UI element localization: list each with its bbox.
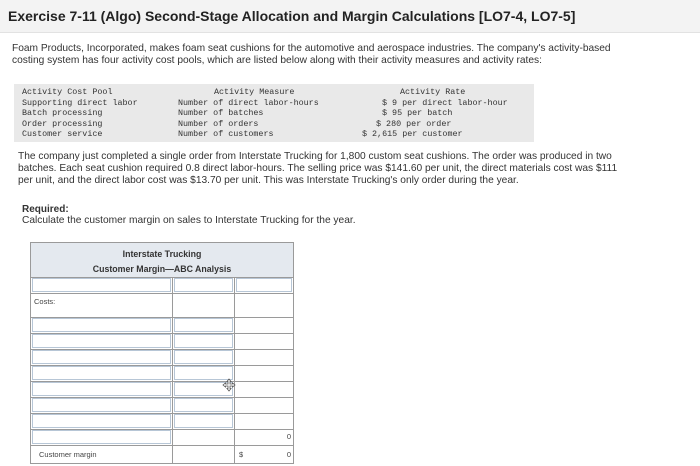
required-label: Required: [22,204,69,215]
margin-dollar-cell [173,445,235,463]
row-value-cell[interactable] [173,397,235,413]
row-label-cell[interactable] [31,365,173,381]
costs-label: Costs: [34,297,56,306]
value-input[interactable] [174,350,233,364]
measure-cell: Number of direct labor-hours [178,97,319,108]
label-input[interactable] [32,278,171,292]
row-label-cell[interactable] [31,317,173,333]
value-input[interactable] [174,318,233,332]
title-bar [0,0,700,33]
table-header [31,243,293,278]
row-total-cell [235,293,293,317]
pool-header: Activity Cost Pool [22,87,113,97]
value-input[interactable] [174,334,233,348]
row-label-cell[interactable] [31,333,173,349]
row-label-cell[interactable] [31,349,173,365]
table-title: Interstate Trucking [122,249,202,259]
intro-line-1: Foam Products, Incorporated, makes foam seat cushions for the automotive and aerospace industries. The company's activity-based [12,43,611,54]
value-input[interactable] [174,398,233,412]
rate-cell: $ 280 per order [376,118,452,129]
costs-cell [31,293,173,317]
dollar-sign: $ [239,450,244,459]
label-input[interactable] [32,318,171,332]
customer-margin-table [30,242,294,464]
rate-header: Activity Rate [400,87,466,97]
margin-value-cell [235,445,293,463]
total-costs-cell [235,429,293,445]
table-row [31,349,293,366]
row-total-cell [235,349,293,365]
customer-margin-value: 0 [286,450,291,459]
total-costs-value: 0 [286,432,291,441]
row-label-cell[interactable] [31,397,173,413]
total-input[interactable] [236,278,292,292]
value-input[interactable] [174,414,233,428]
label-input[interactable] [32,430,171,444]
row-value-cell[interactable] [173,349,235,365]
table-row [31,429,293,446]
customer-margin-row [31,445,293,463]
pool-column [22,87,138,140]
row-value-cell[interactable] [173,317,235,333]
label-input[interactable] [32,350,171,364]
table-row [31,365,293,382]
value-input[interactable] [174,278,233,292]
pool-cell: Batch processing [22,108,103,118]
rate-cell: $ 95 per batch [382,108,453,118]
measure-cell: Number of batches [178,108,264,118]
row-label-cell[interactable] [31,429,173,445]
label-input[interactable] [32,414,171,428]
row-total-cell[interactable] [235,277,293,293]
measure-cell: Number of orders [178,118,259,129]
margin-label-cell [31,445,173,463]
row-label-cell[interactable] [31,277,173,293]
table-row [31,317,293,334]
intro-line-2: costing system has four activity cost pools, which are listed below along with their activity measures and activity rates: [12,55,542,66]
row-value-cell[interactable] [173,333,235,349]
table-row [31,381,293,398]
table-row [31,277,293,294]
row-total-cell [235,397,293,413]
label-input[interactable] [32,382,171,396]
row-value-cell[interactable] [173,277,235,293]
table-row [31,413,293,430]
move-cursor-icon [222,378,236,392]
order-line-1: The company just completed a single order from Interstate Trucking for 1,800 custom seat cushions. The order was produced in two [18,151,612,162]
row-label-cell[interactable] [31,381,173,397]
page-title: Exercise 7-11 (Algo) Second-Stage Allocation and Margin Calculations [LO7-4, LO7-5] [8,8,576,24]
rate-cell: $ 9 per direct labor-hour [382,97,508,108]
intro-text [12,43,692,67]
pool-cell: Customer service [22,129,103,139]
label-input[interactable] [32,334,171,348]
row-value-cell [173,293,235,317]
row-total-cell [235,317,293,333]
table-subtitle: Customer Margin—ABC Analysis [92,264,232,274]
pool-cell: Supporting direct labor [22,97,138,108]
rate-cell: $ 2,615 per customer [362,129,463,139]
measure-cell: Number of customers [178,129,274,139]
label-input[interactable] [32,366,171,380]
row-total-cell [235,365,293,381]
customer-margin-label: Customer margin [39,450,97,459]
table-row [31,333,293,350]
order-info-text [18,151,698,187]
rate-column [360,87,508,140]
row-value-cell[interactable] [173,413,235,429]
pool-cell: Order processing [22,118,103,129]
table-row [31,293,293,318]
order-line-3: per unit, and the direct labor cost was $13.70 per unit. This was Interstate Trucking's only order during the year. [18,175,519,186]
row-value-cell [173,429,235,445]
label-input[interactable] [32,398,171,412]
row-total-cell [235,413,293,429]
measure-column [178,87,319,140]
table-row [31,397,293,414]
measure-header: Activity Measure [214,87,295,97]
row-label-cell[interactable] [31,413,173,429]
required-text: Calculate the customer margin on sales to Interstate Trucking for the year. [22,215,356,226]
activity-rates-table [14,84,534,142]
row-total-cell [235,381,293,397]
order-line-2: batches. Each seat cushion required 0.8 direct labor-hours. The selling price was $141.60 per unit, the direct materials cost was $111 [18,163,618,174]
row-total-cell [235,333,293,349]
